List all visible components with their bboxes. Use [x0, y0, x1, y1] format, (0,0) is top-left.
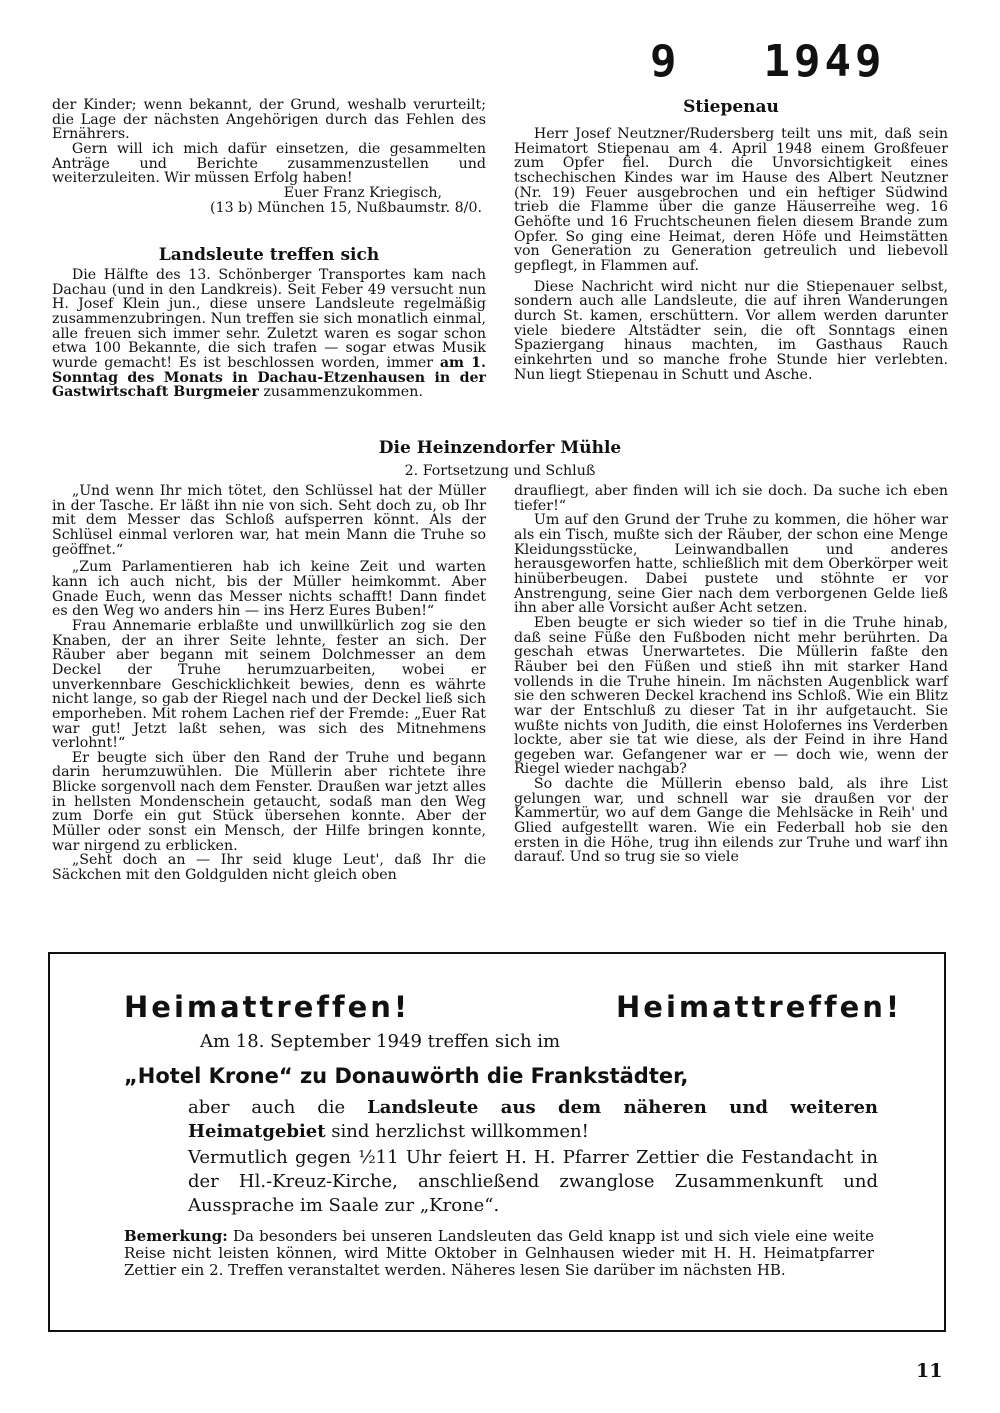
paragraph: Um auf den Grund der Truhe zu kommen, die höher war als ein Tisch, mußte sich der Räuber, der schon eine Menge Kleidungsstücke, Leinwandballen und anderes herausgeworfen hatte, schließlich mit dem Oberkörper weit hinüberbeugen. Dabei pustete und stöhnte er vor Anstrengung, seine Gier nach dem verborgenen Gelde ließ ihn aber alle Vorsicht außer Acht setzen. — [514, 512, 948, 617]
paragraph: der Kinder; wenn bekannt, der Grund, weshalb verurteilt; die Lage der nächsten Angehörigen durch das Fehlen des Ernährers. — [52, 97, 486, 143]
announcement-text: sind herzlichst willkommen! — [331, 1121, 589, 1142]
paragraph: Er beugte sich über den Rand der Truhe und begann darin herumzuwühlen. Die Müllerin aber richtete ihre Blicke sorgenvoll nach dem Fenster. Draußen war jetzt alles in hellsten Mondenschein getaucht, sodaß man den Weg zum Dorfe ein gut Stück übersehen konnte. Aber der Müller oder sonst ein Mensch, der Hilfe bringen konnte, war nirgend zu erblicken. — [52, 749, 486, 854]
muehle-subtitle: 2. Fortsetzung und Schluß — [404, 463, 596, 479]
muehle-right-column — [514, 484, 948, 865]
letter-continuation — [52, 98, 486, 215]
announcement-date-line: Am 18. September 1949 treffen sich im — [200, 1031, 561, 1052]
issue-number: 9 — [650, 36, 681, 87]
paragraph: So dachte die Müllerin ebenso bald, als ihre List gelungen war, und schnell war sie draußen vor der Kammertür, wo auf dem Gange die Mehlsäcke in Reih' und Glied aufgestellt waren. Wie ein Federball hob sie den ersten in die Höhe, trug ihn eilends zur Truhe und warf ihn darauf. Und so trug sie so viele — [514, 776, 948, 866]
landsleute-heading: Landsleute treffen sich — [158, 245, 380, 265]
muehle-heading: Die Heinzendorfer Mühle — [378, 438, 622, 458]
announcement-note — [124, 1228, 874, 1279]
announcement-text: aber auch die — [188, 1097, 346, 1118]
stiepenau-article — [514, 127, 948, 382]
stiepenau-heading: Stiepenau — [683, 97, 779, 117]
landsleute-meeting-place: am 1. Sonntag des Monats in Dachau-Etzenhausen in der Gastwirtschaft Burgmeier — [52, 354, 486, 401]
signature-address: (13 b) München 15, Nußbaumstr. 8/0. — [210, 199, 482, 216]
announcement-schedule: Vermutlich gegen ½11 Uhr feiert H. H. Pfarrer Zettier die Festandacht in der Hl.-Kreuz-Kirche, anschließend zwanglose Zusammenkunft und Aussprache im Saale zur „Krone“. — [188, 1147, 878, 1216]
paragraph: „Und wenn Ihr mich tötet, den Schlüssel hat der Müller in der Tasche. Er läßt ihn nie von sich. Seht doch zu, ob Ihr mit dem Messer das Schloß aufsperren könnt. Als der Schlüsel einmal verloren war, hat mein Mann die Truhe so geöffnet.“ — [52, 483, 486, 558]
signature-greeting: Euer Franz Kriegisch, — [283, 184, 442, 201]
announcement-heading-right: Heimattreffen! — [616, 990, 903, 1024]
paragraph: „Seht doch an — Ihr seid kluge Leut', daß Ihr die Säckchen mit den Goldgulden nicht gleich oben — [52, 852, 486, 884]
note-label: Bemerkung: — [124, 1227, 228, 1245]
landsleute-text-end: zusammenzukommen. — [263, 384, 423, 401]
muehle-left-column — [52, 484, 486, 883]
paragraph: Gern will ich mich dafür einsetzen, die gesammelten Anträge und Berichte zusammenzustellen und weiterzuleiten. Wir müssen Erfolg haben! — [52, 140, 486, 187]
paragraph: Eben beugte er sich wieder so tief in die Truhe hinab, daß seine Füße den Fußboden nicht mehr berührten. Da geschah etwas Unerwartetes. Die Müllerin faßte den Räuber bei den Füßen und stieß ihn mit starker Hand vollends in die Truhe hinein. Im nächsten Augenblick warf sie den schweren Deckel krachend ins Schloß. Wie ein Blitz war der Entschluß zu dieser Tat in ihr aufgetaucht. Sie wußte nichts von Judith, die einst Holofernes ins Verderben lockte, aber sie tat wie diese, als der Feind in ihre Hand gegeben war. Gefangener war er — doch wie, wenn der Riegel wieder nachgab? — [514, 614, 948, 778]
landsleute-text: Die Hälfte des 13. Schönberger Transportes kam nach Dachau (und in den Landkreis). Seit Feber 49 versucht nun H. Josef Klein jun., diese unsere Landsleute regelmäßig zusammenzubringen. Nun treffen sie sich monatlich einmal, alle freuen sich immer sehr. Zuletzt waren es sogar schon etwa 100 Bekannte, die sich trafen — sogar etwas Musik wurde gemacht! Es ist beschlossen worden, immer — [52, 267, 486, 371]
announcement-heading-left: Heimattreffen! — [124, 990, 411, 1024]
paragraph: Frau Annemarie erblaßte und unwillkürlich zog sie den Knaben, der an ihrer Seite lehnte, fester an sich. Der Räuber aber begann mit seinem Dolchmesser an dem Deckel der Truhe herumzuarbeiten, wobei er unverkennbare Geschicklichkeit bewies, denn es währte nicht lange, so gab der Riegel nach und der Deckel ließ sich emporheben. Mit rohem Lachen rief der Fremde: „Euer Rat war gut! Jetzt laßt sehen, was sich des Mitnehmens verlohnt!“ — [52, 617, 486, 752]
announcement-body — [188, 1096, 878, 1218]
issue-year: 1949 — [763, 36, 886, 87]
announcement-venue: „Hotel Krone“ zu Donauwörth die Frankstädter, — [124, 1064, 689, 1088]
announcement-highlight: Landsleute aus dem näheren und weiteren Heimatgebiet — [188, 1097, 879, 1142]
issue-header — [650, 36, 910, 87]
paragraph: Diese Nachricht wird nicht nur die Stiepenauer selbst, sondern auch alle Landsleute, die auf ihren Wanderungen durch St. kamen, erschüttern. Vor allem werden darunter viele biedere Altstädter sein, die oft Sonntags einen Spaziergang hinaus machten, im Gasthaus Rauch einkehrten und so manche frohe Stunde hier verlebten. Nun liegt Stiepenau in Schutt und Asche. — [514, 278, 948, 383]
note-text: Da besonders bei unseren Landsleuten das Geld knapp ist und sich viele eine weite Reise nicht leisten können, wird Mitte Oktober in Gelnhausen wieder mit H. H. Heimatpfarrer Zettier ein 2. Treffen veranstaltet werden. Näheres lesen Sie darüber im nächsten HB. — [124, 1227, 874, 1279]
paragraph: „Zum Parlamentieren hab ich keine Zeit und warten kann ich auch nicht, bis der Müller heimkommt. Aber Gnade Euch, wenn das Messer nichts schafft! Dann findet es den Weg wo anders hin — ins Herz Eures Buben!“ — [52, 559, 486, 620]
page-number: 11 — [916, 1360, 943, 1382]
paragraph: draufliegt, aber finden will ich sie doch. Da suche ich eben tiefer!“ — [514, 483, 948, 514]
paragraph: Herr Josef Neutzner/Rudersberg teilt uns mit, daß sein Heimatort Stiepenau am 4. April 1948 einem Großfeuer zum Opfer fiel. Durch die Unvorsichtigkeit eines tschechischen Kindes war im Hause des Albert Neutzner (Nr. 19) Feuer ausgebrochen und ein heftiger Südwind trieb die Flamme über die ganze Häuserreihe weg. 16 Gehöfte und 16 Fruchtscheunen fielen diesem Brande zum Opfer. So ging eine Heimat, deren Höfe und Heimstätten von Generation zu Generation getreulich und liebevoll gepflegt, in Flammen auf. — [514, 126, 948, 274]
heimattreffen-announcement — [48, 952, 946, 1332]
landsleute-article — [52, 268, 486, 400]
